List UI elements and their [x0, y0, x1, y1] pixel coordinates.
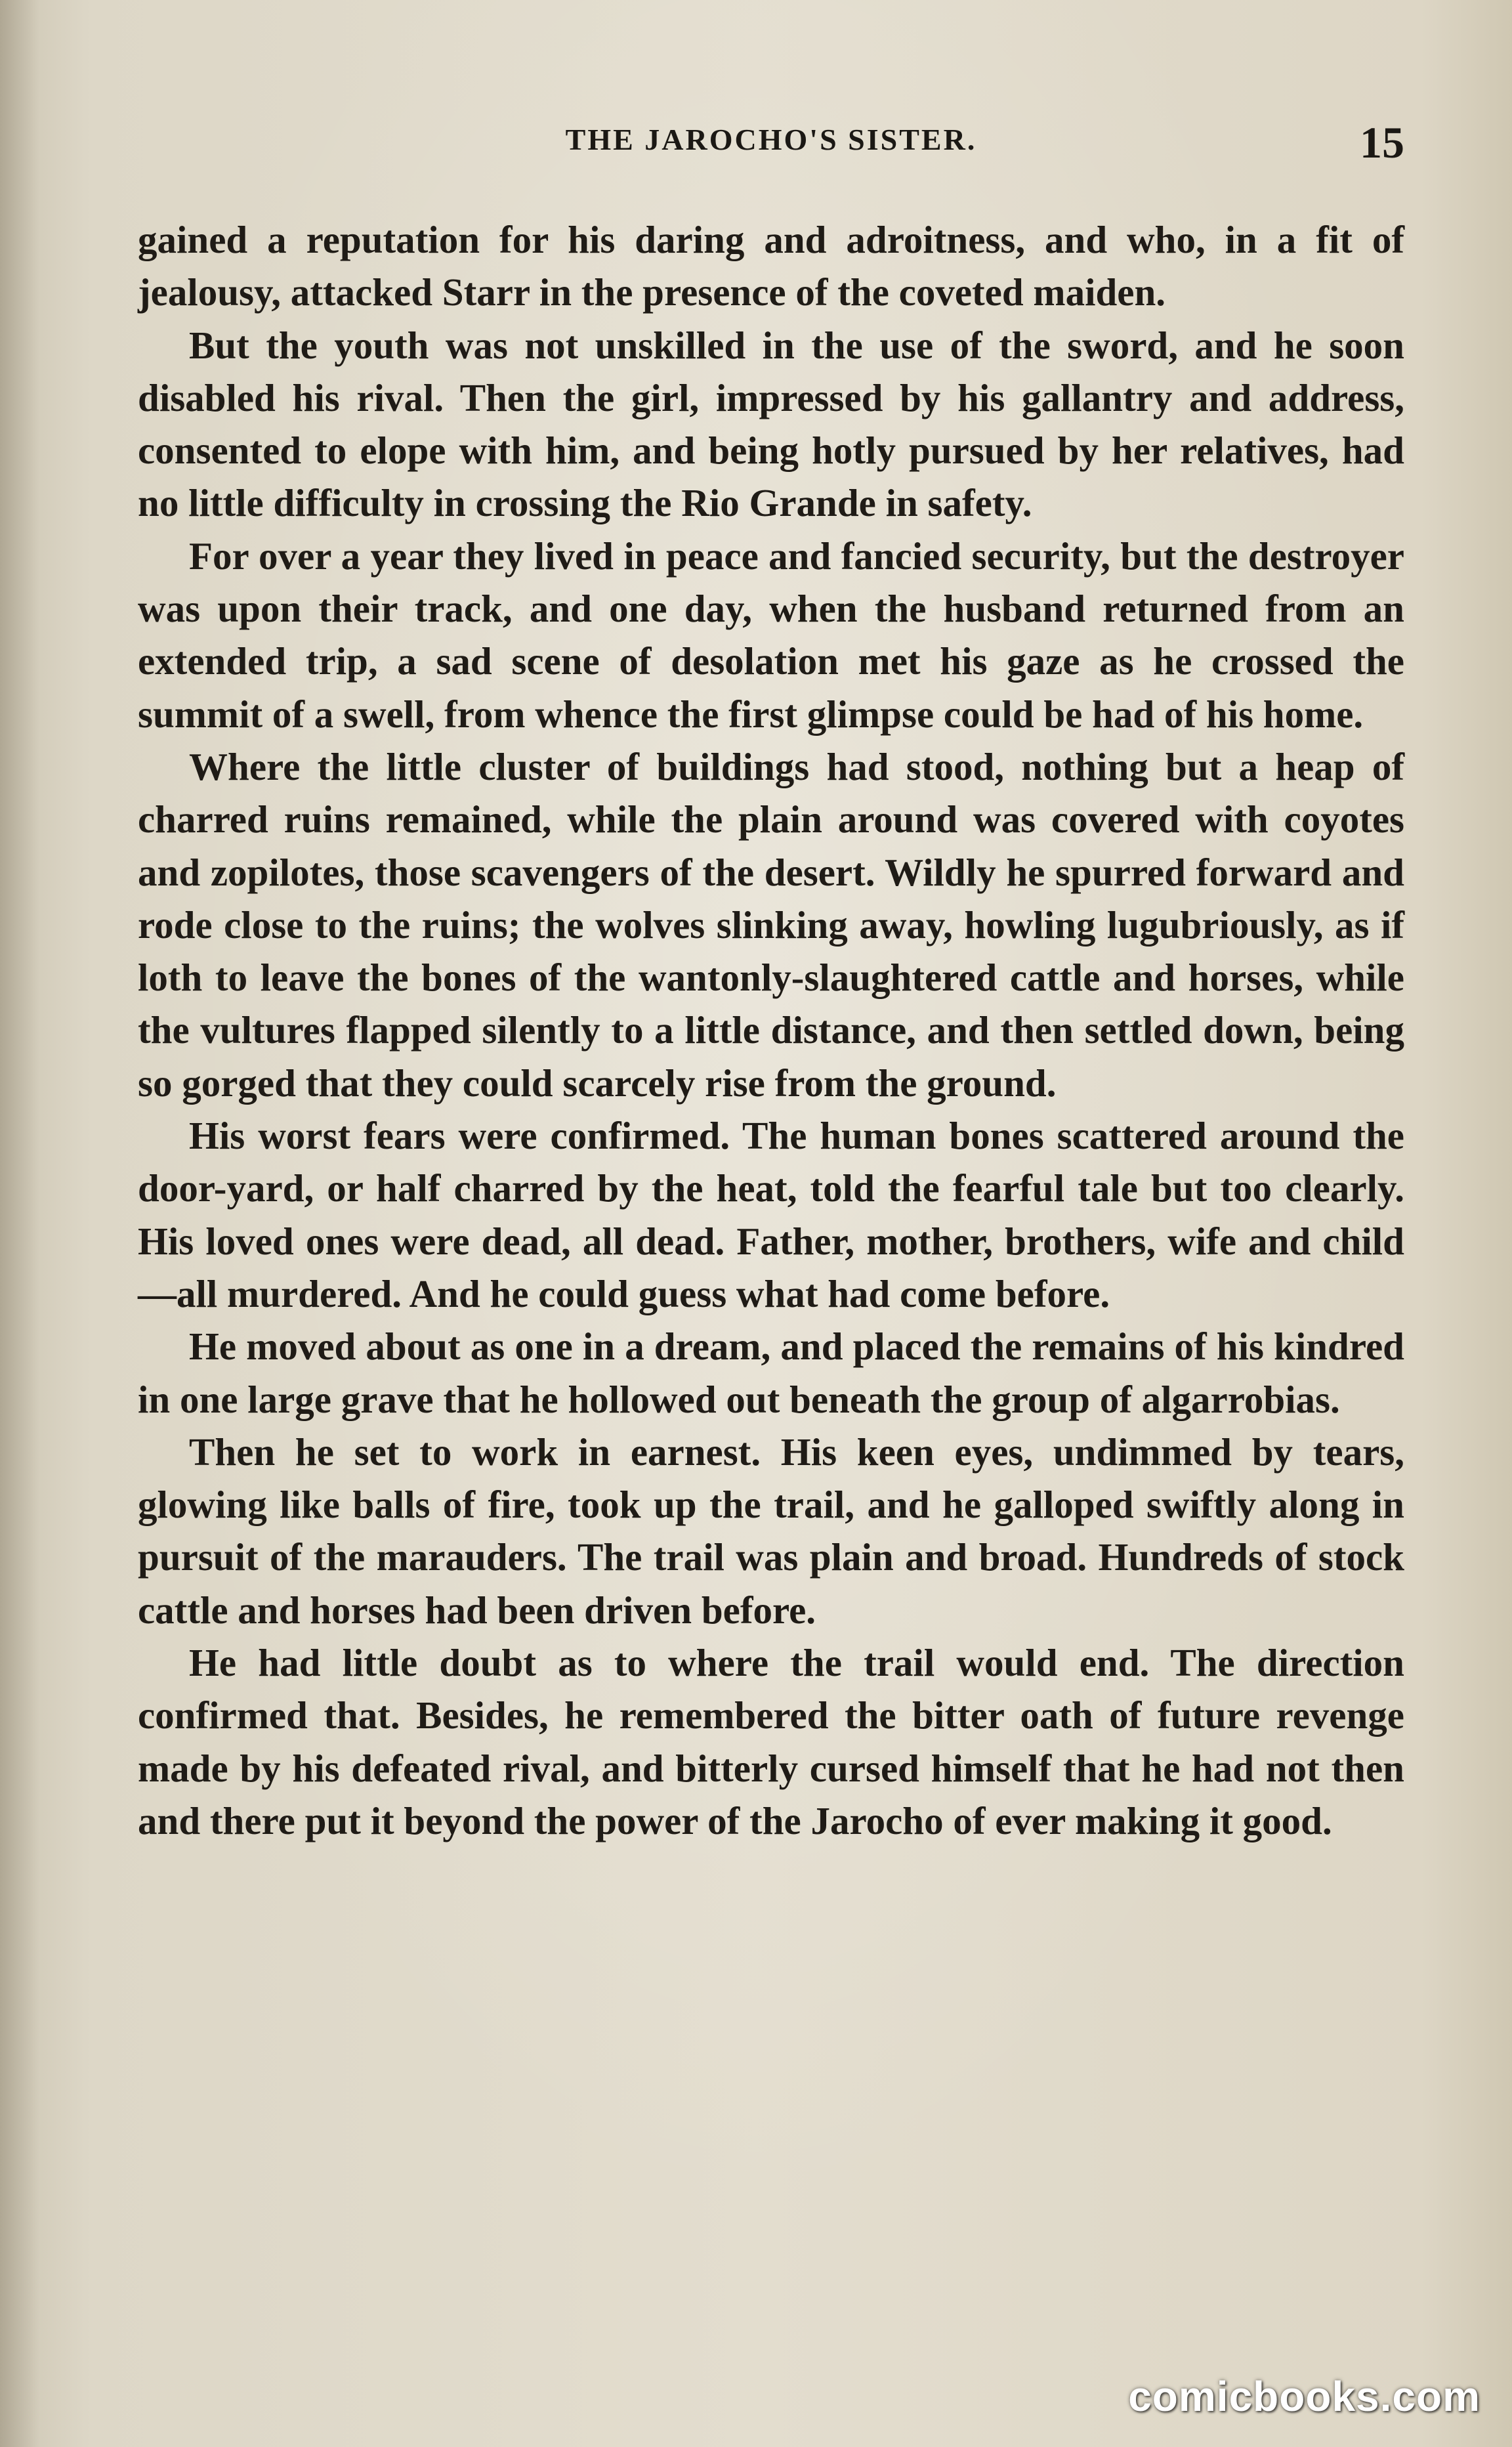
paragraph: He moved about as one in a dream, and placed the remains of his kindred in one large grave that he hollowed out beneath the group of algarrobias.	[138, 1325, 1404, 1421]
paragraph: His worst fears were confirmed. The human bones scattered around the door-yard, or half charred by the heat, told the fearful tale but too clearly. His loved ones were dead, all dead. Father, mother, brothers, wife and child—all murdered. And he could guess what had come before.	[138, 1114, 1404, 1315]
page-number: 15	[1360, 117, 1404, 167]
running-head: THE JAROCHO'S SISTER.	[565, 123, 977, 156]
paragraph: Then he set to work in earnest. His keen eyes, undimmed by tears, glowing like balls of fire, took up the trail, and he galloped swiftly along in pursuit of the marauders. The trail was plain and broad. Hundreds of stock cattle and horses had been driven before.	[138, 1430, 1404, 1632]
paragraph: He had little doubt as to where the trail would end. The direction confirmed that. Besides, he remembered the bitter oath of future revenge made by his defeated rival, and bitterly cursed himself that he had not then and there put it beyond the power of the Jarocho of ever making it good.	[138, 1641, 1404, 1842]
watermark: comicbooks.com	[1128, 2373, 1480, 2420]
body-text	[138, 213, 1404, 1847]
page-header	[138, 117, 1404, 168]
paragraph: gained a reputation for his daring and adroitness, and who, in a fit of jealousy, attacked Starr in the presence of the coveted maiden.	[138, 218, 1404, 314]
paragraph: For over a year they lived in peace and fancied security, but the destroyer was upon their track, and one day, when the husband returned from an extended trip, a sad scene of desolation met his gaze as he crossed the summit of a swell, from whence the first glimpse could be had of his home.	[138, 534, 1404, 736]
paragraph: But the youth was not unskilled in the use of the sword, and he soon disabled his rival. Then the girl, impressed by his gallantry and address, consented to elope with him, and being hotly pursued by her relatives, had no little difficulty in crossing the Rio Grande in safety.	[138, 323, 1404, 525]
page-binding-shadow	[0, 0, 39, 2447]
paragraph: Where the little cluster of buildings had stood, nothing but a heap of charred ruins remained, while the plain around was covered with coyotes and zopilotes, those scavengers of the desert. Wildly he spurred forward and rode close to the ruins; the wolves slinking away, howling lugubriously, as if loth to leave the bones of the wantonly-slaughtered cattle and horses, while the vultures flapped silently to a little distance, and then settled down, being so gorged that they could scarcely rise from the ground.	[138, 744, 1404, 1105]
